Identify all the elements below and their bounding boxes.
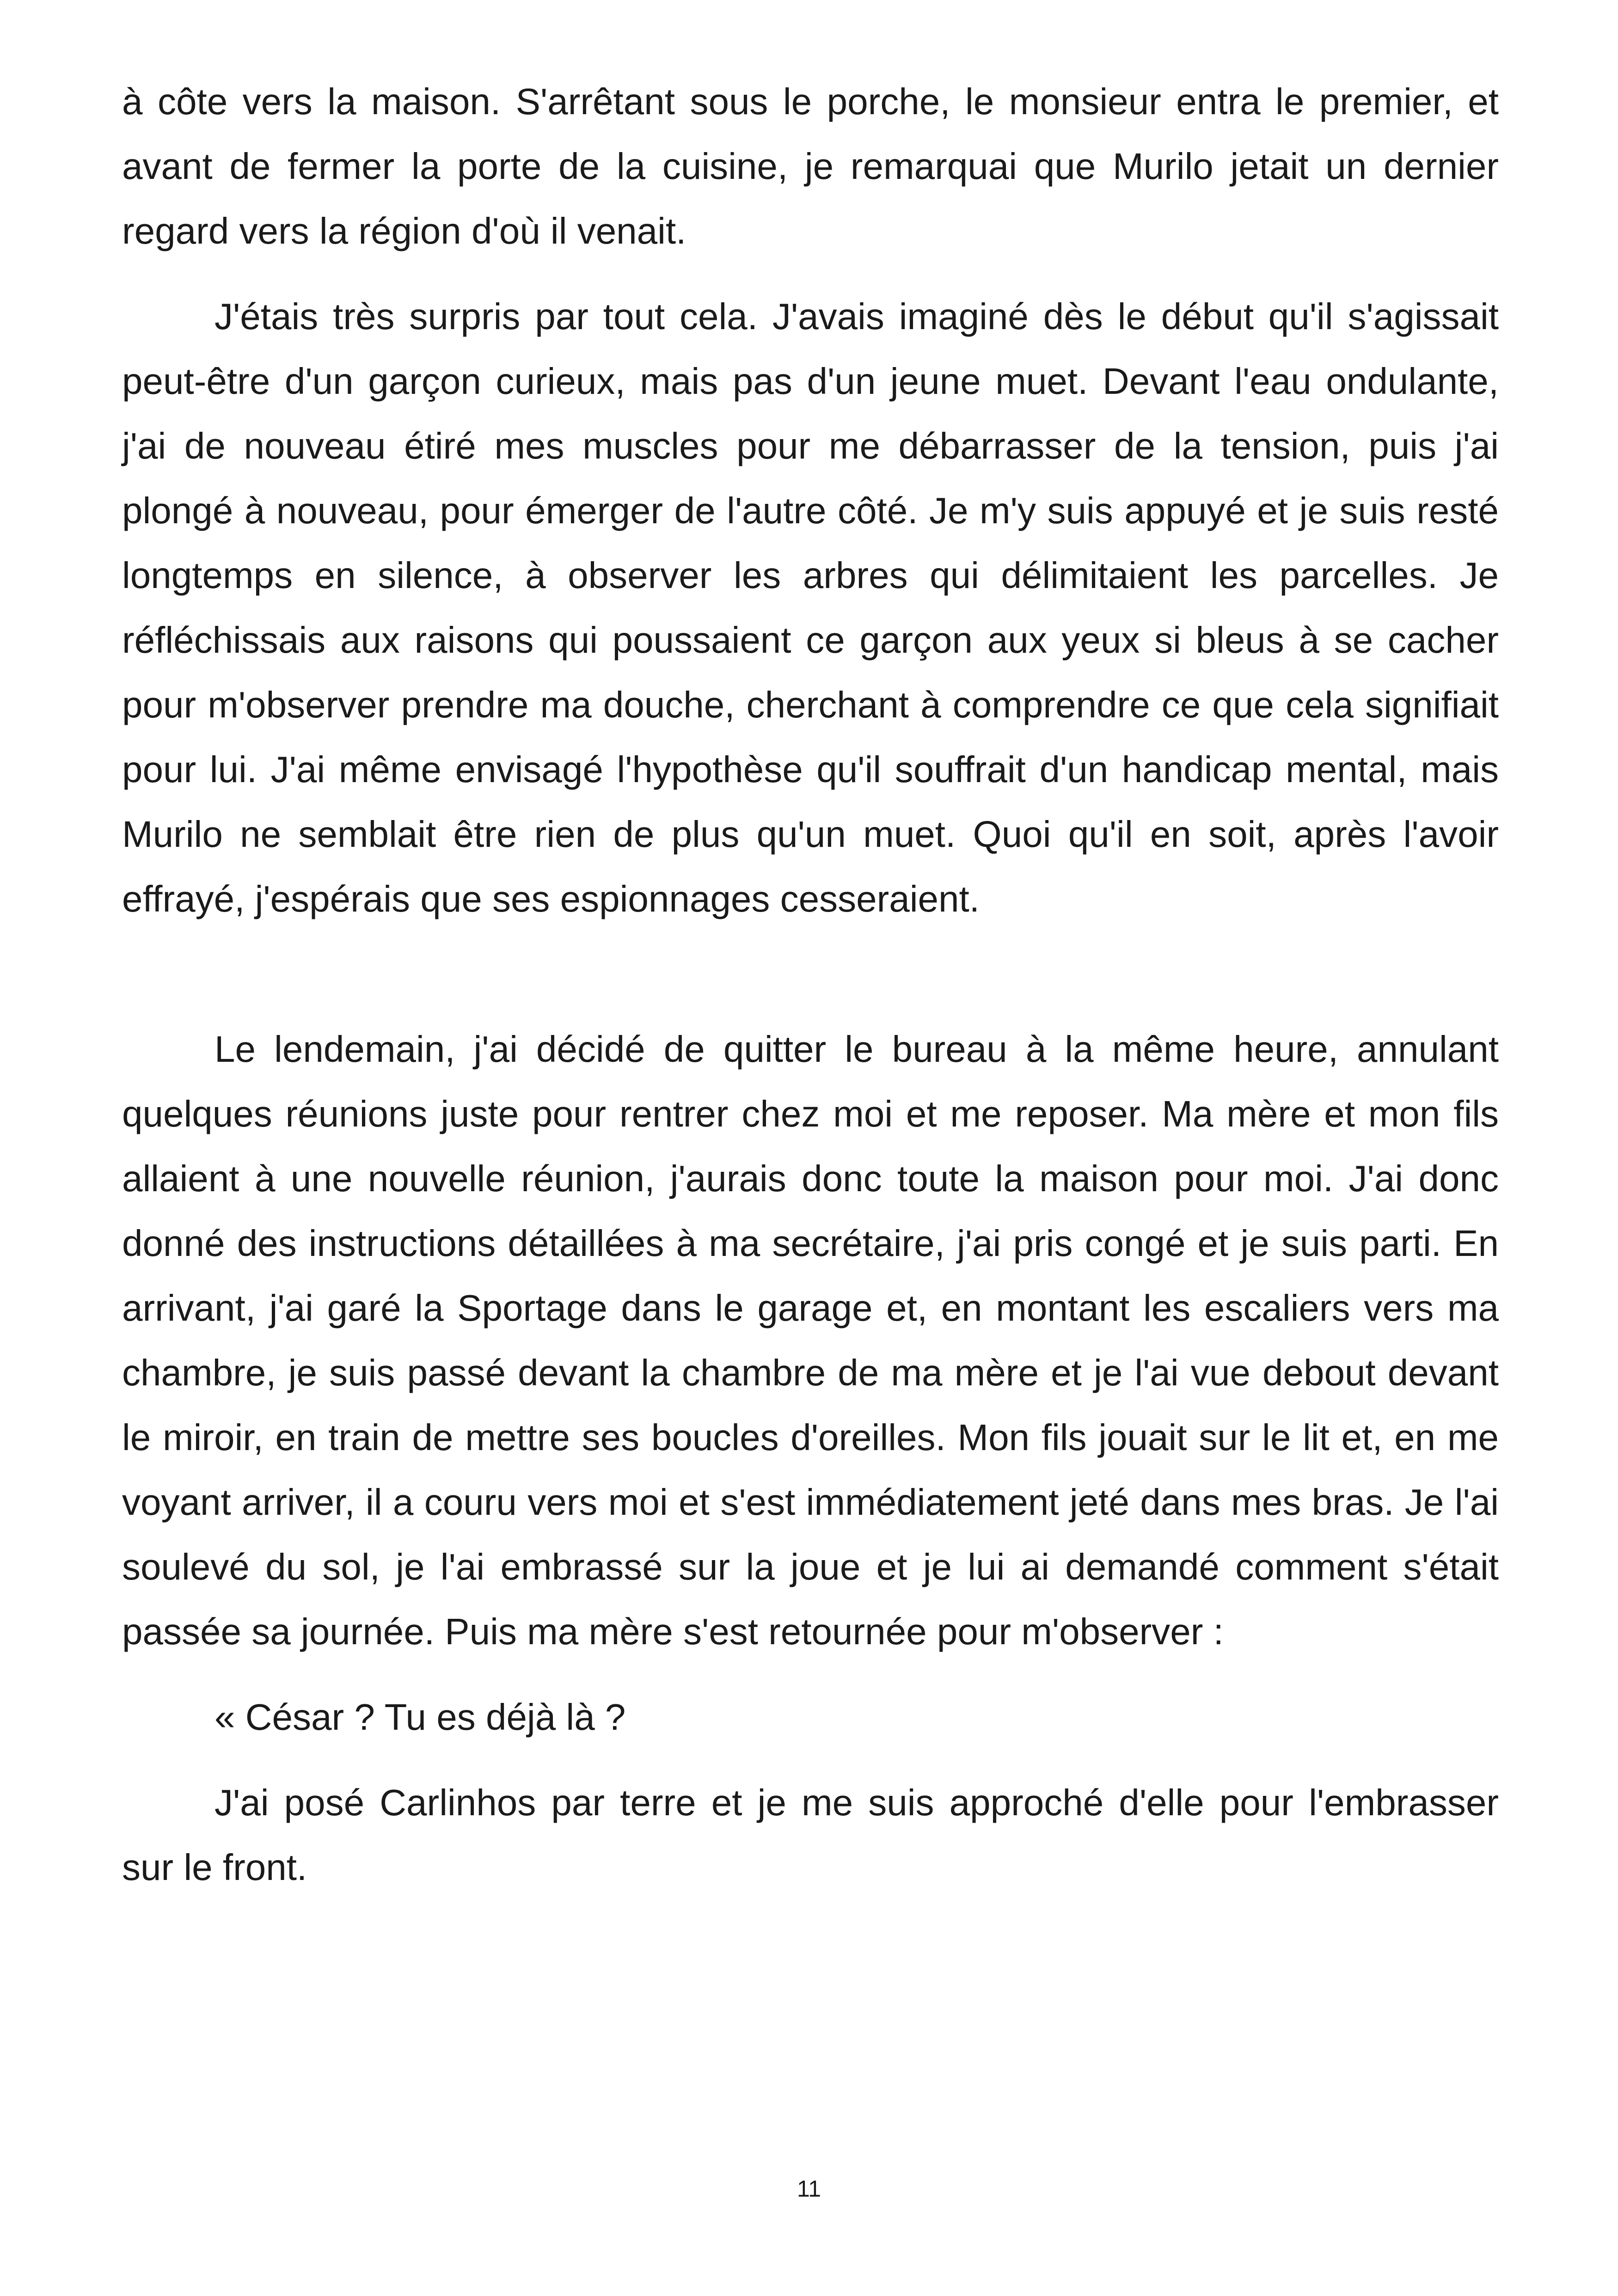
page-number: 11: [797, 2176, 821, 2202]
paragraph-reflection: J'étais très surpris par tout cela. J'avais imaginé dès le début qu'il s'agissait peut-être d'un garçon curieux, mais pas d'un jeune muet. Devant l'eau ondulante, j'ai de nouveau étiré mes muscles pour me débarrasser de la tension, puis j'ai plongé à nouveau, pour émerger de l'autre côté. Je m'y suis appuyé et je suis resté longtemps en silence, à observer les arbres qui délimitaient les parcelles. Je réfléchissais aux raisons qui poussaient ce garçon aux yeux si bleus à se cacher pour m'observer prendre ma douche, cherchant à comprendre ce que cela signifiait pour lui. J'ai même envisagé l'hypothèse qu'il souffrait d'un handicap mental, mais Murilo ne semblait être rien de plus qu'un muet. Quoi qu'il en soit, après l'avoir effrayé, j'espérais que ses espionnages cesseraient.: [122, 296, 1499, 919]
body-text: [122, 69, 1499, 1900]
paragraph-next-day: Le lendemain, j'ai décidé de quitter le bureau à la même heure, annulant quelques réunions juste pour rentrer chez moi et me reposer. Ma mère et mon fils allaient à une nouvelle réunion, j'aurais donc toute la maison pour moi. J'ai donc donné des instructions détaillées à ma secrétaire, j'ai pris congé et je suis parti. En arrivant, j'ai garé la Sportage dans le garage et, en montant les escaliers vers ma chambre, je suis passé devant la chambre de ma mère et je l'ai vue debout devant le miroir, en train de mettre ses boucles d'oreilles. Mon fils jouait sur le lit et, en me voyant arriver, il a couru vers moi et s'est immédiatement jeté dans mes bras. Je l'ai soulevé du sol, je l'ai embrassé sur la joue et je lui ai demandé comment s'était passée sa journée. Puis ma mère s'est retournée pour m'observer :: [122, 1029, 1499, 1652]
paragraph-closing: J'ai posé Carlinhos par terre et je me suis approché d'elle pour l'embrasser sur le front.: [122, 1782, 1499, 1888]
paragraph-continuation: à côte vers la maison. S'arrêtant sous le porche, le monsieur entra le premier, et avant de fermer la porte de la cuisine, je remarquai que Murilo jetait un dernier regard vers la région d'où il venait.: [122, 81, 1499, 251]
dialogue-line: « César ? Tu es déjà là ?: [215, 1696, 626, 1738]
